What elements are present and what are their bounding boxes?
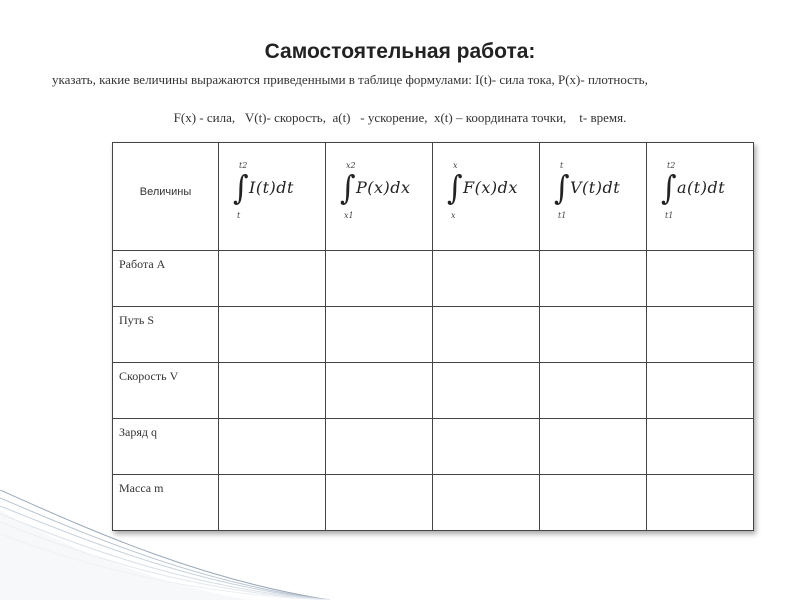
row-label: Скорость V bbox=[113, 363, 219, 419]
integral-body: I(t)dt bbox=[249, 178, 294, 197]
answer-cell[interactable] bbox=[326, 251, 433, 307]
task-description-line-2: F(x) - сила, V(t)- скорость, a(t) - ускорение, x(t) – координата точки, t- время. bbox=[173, 110, 627, 125]
answer-cell[interactable] bbox=[540, 475, 647, 531]
table-row bbox=[113, 251, 754, 307]
answer-cell[interactable] bbox=[433, 307, 540, 363]
table-header-row bbox=[113, 143, 754, 251]
integral-sign-icon: ∫ bbox=[554, 169, 570, 208]
integral-formula bbox=[340, 161, 435, 221]
integral-lower-limit: t1 bbox=[558, 211, 567, 220]
answer-cell[interactable] bbox=[647, 363, 754, 419]
integral-formula bbox=[447, 161, 542, 221]
integral-upper-limit: t2 bbox=[667, 161, 676, 170]
integral-formula bbox=[554, 161, 649, 221]
integral-lower-limit: x bbox=[451, 211, 456, 220]
answer-cell[interactable] bbox=[647, 475, 754, 531]
answer-cell[interactable] bbox=[433, 419, 540, 475]
integral-sign-icon: ∫ bbox=[661, 169, 677, 208]
integral-body: a(t)dt bbox=[677, 178, 726, 197]
answer-cell[interactable] bbox=[433, 363, 540, 419]
integral-lower-limit: t bbox=[237, 211, 241, 220]
answer-cell[interactable] bbox=[647, 307, 754, 363]
answer-cell[interactable] bbox=[433, 475, 540, 531]
answer-cell[interactable] bbox=[219, 251, 326, 307]
table-row bbox=[113, 419, 754, 475]
integral-lower-limit: t1 bbox=[665, 211, 674, 220]
answer-cell[interactable] bbox=[540, 419, 647, 475]
formula-header-acceleration bbox=[647, 143, 754, 251]
answer-cell[interactable] bbox=[433, 251, 540, 307]
answer-cell[interactable] bbox=[540, 307, 647, 363]
answer-cell[interactable] bbox=[647, 419, 754, 475]
answer-cell[interactable] bbox=[326, 419, 433, 475]
answer-cell[interactable] bbox=[326, 475, 433, 531]
integral-formula bbox=[233, 161, 328, 221]
answer-cell[interactable] bbox=[326, 307, 433, 363]
integral-sign-icon: ∫ bbox=[447, 169, 463, 208]
integral-upper-limit: x bbox=[453, 161, 458, 170]
integral-body: V(t)dt bbox=[570, 178, 621, 197]
integral-upper-limit: t2 bbox=[239, 161, 248, 170]
answer-cell[interactable] bbox=[219, 363, 326, 419]
header-label-quantities: Величины bbox=[113, 143, 219, 251]
decorative-stripes bbox=[0, 490, 330, 600]
integral-sign-icon: ∫ bbox=[340, 169, 356, 208]
answer-cell[interactable] bbox=[326, 363, 433, 419]
answer-cell[interactable] bbox=[540, 363, 647, 419]
table-row bbox=[113, 307, 754, 363]
integral-sign-icon: ∫ bbox=[233, 169, 249, 208]
integral-upper-limit: t bbox=[560, 161, 564, 170]
row-label: Работа A bbox=[113, 251, 219, 307]
formula-header-velocity bbox=[540, 143, 647, 251]
integral-upper-limit: x2 bbox=[346, 161, 356, 170]
integral-formula bbox=[661, 161, 756, 221]
task-description-line-1: указать, какие величины выражаются приведенными в таблице формулами: I(t)- сила тока, P(x)- плотность, bbox=[52, 72, 648, 87]
formula-header-force bbox=[433, 143, 540, 251]
answer-cell[interactable] bbox=[540, 251, 647, 307]
answer-cell[interactable] bbox=[219, 307, 326, 363]
formula-header-current bbox=[219, 143, 326, 251]
row-label: Масса m bbox=[113, 475, 219, 531]
formula-header-density bbox=[326, 143, 433, 251]
row-label: Путь S bbox=[113, 307, 219, 363]
row-label: Заряд q bbox=[113, 419, 219, 475]
page-title: Самостоятельная работа: bbox=[264, 40, 536, 63]
integral-body: P(x)dx bbox=[356, 178, 411, 197]
integral-body: F(x)dx bbox=[463, 178, 518, 197]
answer-cell[interactable] bbox=[647, 251, 754, 307]
task-table bbox=[112, 142, 754, 531]
answer-cell[interactable] bbox=[219, 419, 326, 475]
table-row bbox=[113, 363, 754, 419]
integral-lower-limit: x1 bbox=[344, 211, 354, 220]
